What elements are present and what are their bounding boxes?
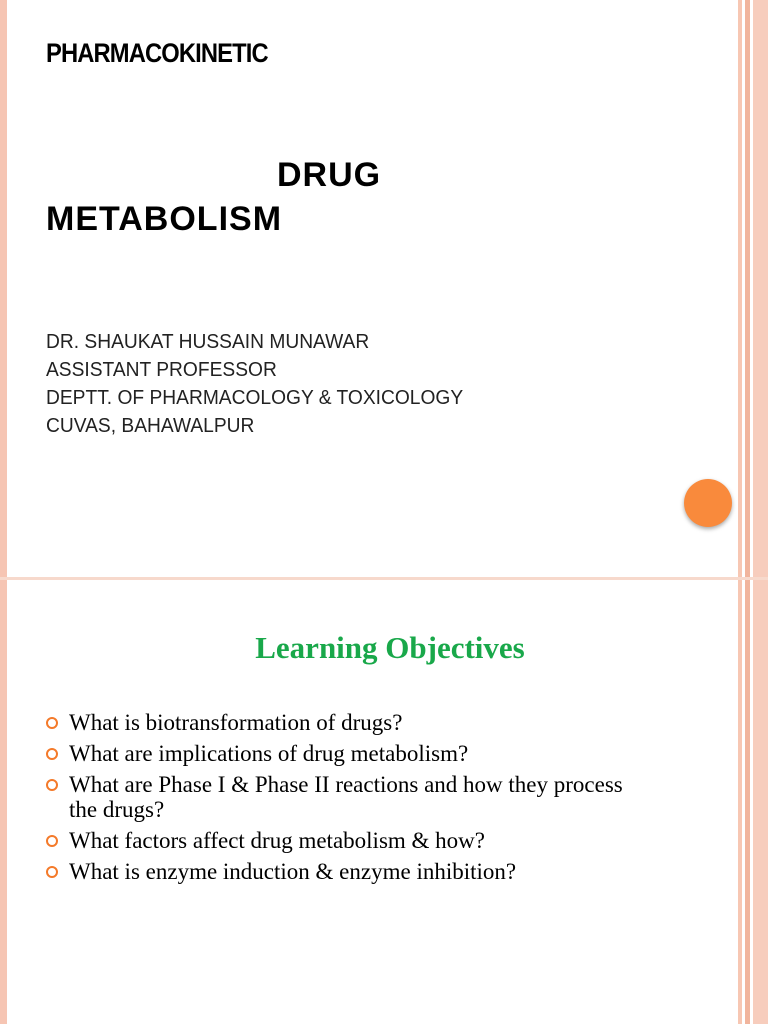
- orange-circle-icon: [684, 479, 732, 527]
- slide-title: [46, 153, 381, 241]
- circle-bullet-icon: [46, 748, 58, 760]
- list-item: [46, 828, 646, 853]
- list-item: [46, 741, 646, 766]
- list-item-text: What are implications of drug metabolism?: [69, 741, 469, 766]
- list-item: [46, 772, 646, 822]
- left-border-stripe: [0, 0, 7, 1024]
- right-decorative-stripe: [753, 0, 768, 1024]
- title-line-1: DRUG: [277, 156, 382, 194]
- author-block: [46, 328, 463, 440]
- list-item-text: What is biotransformation of drugs?: [69, 710, 403, 735]
- objectives-list: [46, 710, 646, 890]
- author-department: DEPTT. OF PHARMACOLOGY & TOXICOLOGY: [46, 387, 464, 409]
- slide-divider: [0, 577, 768, 580]
- circle-bullet-icon: [46, 866, 58, 878]
- objectives-title: Learning Objectives: [255, 630, 525, 665]
- circle-bullet-icon: [46, 779, 58, 791]
- list-item-text: What factors affect drug metabolism & how?: [69, 828, 485, 853]
- list-item-text: What are Phase I & Phase II reactions and how they process the drugs?: [69, 772, 623, 822]
- title-line-2: METABOLISM: [46, 200, 283, 238]
- author-institution: CUVAS, BAHAWALPUR: [46, 415, 255, 437]
- list-item: [46, 710, 646, 735]
- slide-header: PHARMACOKINETIC: [46, 38, 268, 68]
- circle-bullet-icon: [46, 717, 58, 729]
- list-item-text: What is enzyme induction & enzyme inhibition?: [69, 859, 517, 884]
- list-item: [46, 859, 646, 884]
- author-position: ASSISTANT PROFESSOR: [46, 359, 277, 381]
- author-name: DR. SHAUKAT HUSSAIN MUNAWAR: [46, 331, 370, 353]
- circle-bullet-icon: [46, 835, 58, 847]
